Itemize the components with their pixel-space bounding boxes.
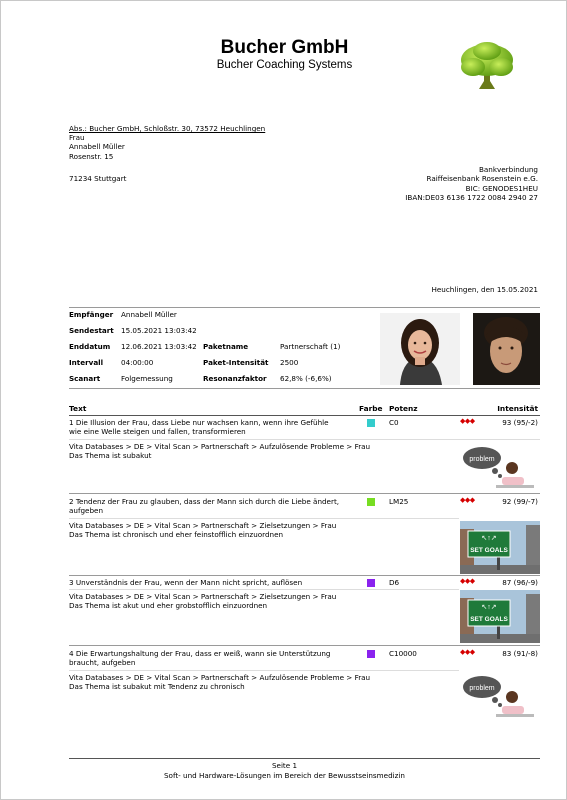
row-potenz: C10000 (389, 649, 417, 658)
enddatum-label: Enddatum (69, 342, 111, 351)
row-color-swatch (367, 650, 375, 658)
divider (69, 307, 540, 308)
row-intensitaet: 83 (91/-8) (502, 649, 538, 658)
row-text-line2: aufgeben (69, 506, 104, 516)
row-potenz: LM25 (389, 497, 409, 506)
divider (69, 415, 540, 416)
bank-bic: BIC: GENODES1HEU (465, 183, 538, 193)
table-row (69, 418, 329, 437)
empfaenger-label: Empfänger (69, 310, 114, 319)
row-text-line2: wie eine Welle steigen und fallen, transformieren (69, 427, 246, 437)
col-header-intensitaet: Intensität (497, 404, 538, 413)
row-text-line1: 1 Die Illusion der Frau, dass Liebe nur wachsen kann, wenn ihre Gefühle (69, 418, 329, 427)
divider (69, 589, 459, 590)
table-row (69, 578, 302, 587)
divider (69, 670, 459, 671)
company-subtitle: Bucher Coaching Systems (216, 59, 353, 71)
set-goals-sign-icon (460, 590, 540, 643)
resonanz-value: 62,8% (-6,6%) (280, 374, 332, 383)
bank-name: Raiffeisenbank Rosenstein e.G. (426, 174, 538, 184)
row-text-line1: 3 Unverständnis der Frau, wenn der Mann nicht spricht, auflösen (69, 578, 303, 587)
row-color-swatch (367, 419, 375, 427)
row-details (69, 442, 370, 461)
info-block (69, 310, 379, 388)
sender-line: Abs.: Bucher GmbH, Schloßstr. 30, 73572 Heuchlingen (69, 124, 266, 133)
paket-intensitaet-value: 2500 (280, 358, 299, 367)
scanart-label: Scanart (69, 374, 101, 383)
footer-page-number: Seite 1 (271, 761, 298, 770)
row-note: Das Thema ist chronisch und eher feinstofflich einzuordnen (69, 530, 284, 540)
row-path: Vita Databases > DE > Vital Scan > Partnerschaft > Zielsetzungen > Frau (69, 592, 337, 601)
date-line: Heuchlingen, den 15.05.2021 (431, 285, 538, 294)
recipient-address (69, 133, 125, 161)
row-path: Vita Databases > DE > Vital Scan > Partnerschaft > Zielsetzungen > Frau (69, 521, 337, 530)
col-header-text: Text (69, 404, 87, 413)
row-note: Das Thema ist akut und eher grobstofflich einzuordnen (69, 601, 268, 611)
table-row (69, 649, 330, 668)
sign-text: SET GOALS (470, 547, 508, 554)
sendestart-value: 15.05.2021 13:03:42 (121, 326, 197, 335)
row-intensitaet: 87 (96/-9) (502, 578, 538, 587)
row-text-line1: 2 Tendenz der Frau zu glauben, dass der Mann sich durch die Liebe ändert, (69, 497, 340, 506)
footer-divider (69, 758, 540, 759)
col-header-potenz: Potenz (389, 404, 418, 413)
problem-cartoon-icon (462, 673, 536, 719)
bank-iban: IBAN:DE03 6136 1722 0084 2940 27 (405, 193, 538, 203)
tree-logo-icon (457, 39, 517, 95)
svg-text:↖↑↗: ↖↑↗ (481, 535, 497, 542)
problem-bubble-text: problem (469, 685, 495, 692)
partner-photo (473, 313, 540, 385)
problem-cartoon-icon (462, 444, 536, 490)
row-text-line2: braucht, aufgeben (69, 658, 136, 668)
sign-text: SET GOALS (470, 616, 508, 623)
row-color-swatch (367, 498, 375, 506)
divider (69, 518, 459, 519)
set-goals-sign-icon (460, 521, 540, 574)
sendestart-label: Sendestart (69, 326, 114, 335)
recipient-street: Rosenstr. 15 (69, 151, 114, 161)
row-potenz: C0 (389, 418, 399, 427)
scanart-value: Folgemessung (121, 374, 173, 383)
row-details (69, 521, 336, 540)
intensity-diamonds-icon: ◆◆◆ (460, 496, 475, 504)
row-potenz: D6 (389, 578, 400, 587)
row-note: Das Thema ist subakut mit Tendenz zu chronisch (69, 682, 245, 692)
divider (69, 645, 540, 646)
bank-details (405, 165, 538, 203)
intervall-value: 04:00:00 (121, 358, 154, 367)
row-intensitaet: 92 (99/-7) (502, 497, 538, 506)
recipient-photo (380, 313, 460, 385)
intensity-diamonds-icon: ◆◆◆ (460, 577, 475, 585)
recipient-salutation: Frau (69, 133, 85, 142)
intervall-label: Intervall (69, 358, 104, 367)
empfaenger-value: Annabell Müller (121, 310, 177, 319)
resonanz-label: Resonanzfaktor (203, 374, 267, 383)
intensity-diamonds-icon: ◆◆◆ (460, 417, 475, 425)
paketname-label: Paketname (203, 342, 249, 351)
row-path: Vita Databases > DE > Vital Scan > Partnerschaft > Aufzulösende Probleme > Frau (69, 673, 371, 682)
row-details (69, 673, 370, 692)
divider (69, 493, 540, 494)
intensity-diamonds-icon: ◆◆◆ (460, 648, 475, 656)
enddatum-value: 12.06.2021 13:03:42 (121, 342, 197, 351)
row-details (69, 592, 336, 611)
col-header-farbe: Farbe (359, 404, 383, 413)
divider (69, 575, 540, 576)
paketname-value: Partnerschaft (1) (280, 342, 341, 351)
recipient-name: Annabell Müller (69, 142, 125, 152)
divider (69, 388, 540, 389)
row-text-line1: 4 Die Erwartungshaltung der Frau, dass er weiß, wann sie Unterstützung (69, 649, 331, 658)
company-name: Bucher GmbH (220, 37, 349, 58)
row-path: Vita Databases > DE > Vital Scan > Partnerschaft > Aufzulösende Probleme > Frau (69, 442, 371, 451)
row-intensitaet: 93 (95/-2) (502, 418, 538, 427)
table-row (69, 497, 339, 516)
svg-text:↖↑↗: ↖↑↗ (481, 604, 497, 611)
problem-bubble-text: problem (469, 456, 495, 463)
row-color-swatch (367, 579, 375, 587)
footer-tagline: Soft- und Hardware-Lösungen im Bereich der Bewusstseinsmedizin (163, 771, 405, 780)
divider (69, 439, 540, 440)
paket-intensitaet-label: Paket-Intensität (203, 358, 269, 367)
row-note: Das Thema ist subakut (69, 451, 152, 461)
recipient-city: 71234 Stuttgart (69, 174, 127, 183)
bank-title: Bankverbindung (478, 165, 538, 174)
